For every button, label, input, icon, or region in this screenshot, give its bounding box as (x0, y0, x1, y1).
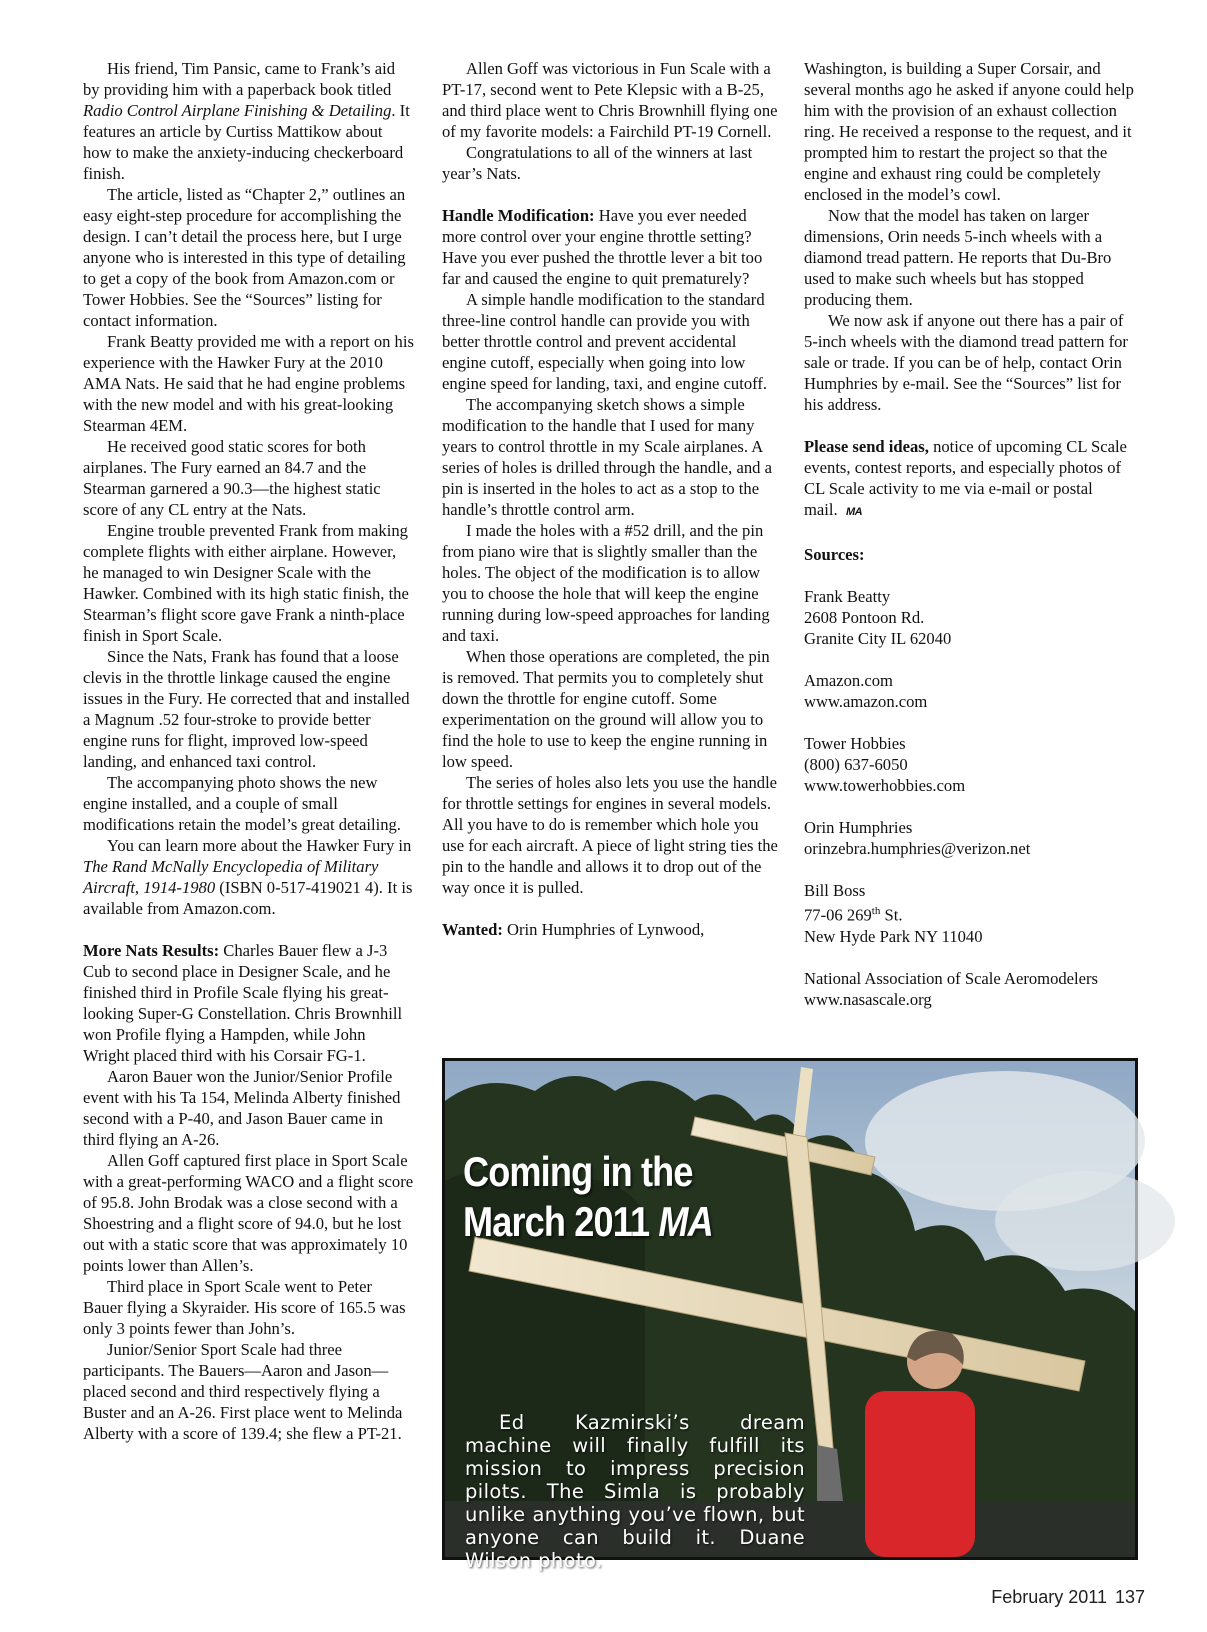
page-footer (983, 1587, 1145, 1608)
source-line: www.towerhobbies.com (804, 776, 966, 795)
paragraph: We now ask if anyone out there has a pair of 5-inch wheels with the diamond tread pattern for sale or trade. If you can be of help, contact Orin Humphries by e-mail. See the “Sources” list for his address. (804, 311, 1128, 414)
text: His friend, Tim Pansic, came to Frank’s aid by providing him with a paperback book titled (83, 59, 396, 99)
paragraph: Now that the model has taken on larger dimensions, Orin needs 5-inch wheels with a diamond tread pattern. He reports that Du-Bro used to make such wheels but has stopped producing them. (804, 206, 1112, 309)
paragraph: The accompanying photo shows the new engine installed, and a couple of small modifications retain the model’s great detailing. (83, 773, 401, 834)
paragraph (83, 58, 415, 184)
source-line: New Hyde Park NY 11040 (804, 926, 983, 946)
source-entry (804, 586, 1136, 649)
magazine-abbrev: MA (658, 1198, 713, 1245)
paragraph: Aaron Bauer won the Junior/Senior Profile event with his Ta 154, Melinda Alberty finished second with a P-40, and Jason Bauer came in third flying an A-26. (83, 1067, 401, 1149)
source-line: Tower Hobbies (804, 734, 906, 753)
paragraph: Congratulations to all of the winners at last year’s Nats. (442, 143, 753, 183)
issue-date: February 2011 (991, 1587, 1107, 1607)
column-2 (442, 58, 778, 940)
paragraph: Washington, is building a Super Corsair, and several months ago he asked if anyone could help him with the provision of an exhaust collection ring. He received a response to the request, and it prompted him to restart the project so that the engine and exhaust ring could be completely enclosed in the model’s cowl. (804, 59, 1134, 204)
section-lead: Wanted: (442, 920, 503, 939)
source-line: orinzebra.humphries@verizon.net (804, 839, 1031, 858)
source-line: Orin Humphries (804, 818, 913, 837)
section-lead: Handle Modification: (442, 206, 595, 225)
book-title: The Rand McNally Encyclopedia of Military Aircraft, 1914-1980 (83, 857, 379, 897)
source-entry (804, 817, 1136, 859)
cloud (995, 1171, 1175, 1271)
section-lead: More Nats Results: (83, 941, 220, 960)
section-lead: Please send ideas, (804, 437, 929, 456)
paragraph: Frank Beatty provided me with a report on his experience with the Hawker Fury at the 2010 AMA Nats. He said that he had engine problems with the new model and with his great-looking Stearman 4EM. (83, 332, 414, 435)
paragraph: I made the holes with a #52 drill, and the pin from piano wire that is slightly smaller than the holes. The object of the modification is to allow you to choose the hole that will keep the engine running during low-speed approaches for landing and taxi. (442, 521, 770, 645)
text: Have you ever needed more control over your engine throttle setting? Have you ever pushed the throttle lever a bit too far and caused the engine to quit prematurely? (442, 206, 763, 288)
source-entry (804, 880, 1136, 947)
paragraph: Third place in Sport Scale went to Peter Bauer flying a Skyraider. His score of 165.5 was only 3 points fewer than John’s. (83, 1277, 406, 1338)
paragraph: A simple handle modification to the standard three-line control handle can provide you with better throttle control and prevent accidental engine cutoff, especially when going into low engine speed for landing, taxi, and engine cutoff. (442, 290, 768, 393)
source-line: (800) 637-6050 (804, 755, 908, 774)
headline-line (463, 1197, 713, 1247)
source-line: www.amazon.com (804, 692, 928, 711)
text: Orin Humphries of Lynwood, (502, 920, 705, 939)
end-mark-logo: MA (845, 506, 863, 518)
source-line: Amazon.com (804, 671, 893, 690)
source-line: 2608 Pontoon Rd. (804, 608, 925, 627)
coming-next-month-photo-box (442, 1058, 1138, 1572)
coming-headline (463, 1147, 713, 1247)
text: (ISBN 0-517-419021 4). It is available from Amazon.com. (83, 878, 413, 918)
source-line: Frank Beatty (804, 587, 891, 606)
paragraph: Since the Nats, Frank has found that a loose clevis in the throttle linkage caused the engine issues in the Fury. He corrected that and installed a Magnum .52 four-stroke to provide better engine runs for flight, improved low-speed landing, and enhanced taxi control. (83, 647, 410, 771)
paragraph: Engine trouble prevented Frank from making complete flights with either airplane. However, he managed to win Designer Scale with the Hawker. Combined with its high static finish, the Stearman’s flight score gave Frank a ninth-place finish in Sport Scale. (83, 521, 409, 645)
paragraph: He received good static scores for both airplanes. The Fury earned an 84.7 and the Stearman garnered a 90.3—the highest static score of any CL entry at the Nats. (83, 437, 381, 519)
paragraph: The accompanying sketch shows a simple modification to the handle that I used for many years to control throttle in my Scale airplanes. A series of holes is drilled through the handle, and a pin is inserted in the holes to act as a stop to the handle’s throttle control arm. (442, 395, 772, 519)
source-line: Bill Boss (804, 881, 866, 900)
text: 77-06 269 (804, 905, 872, 925)
text: You can learn more about the Hawker Fury in (107, 836, 412, 855)
source-line: National Association of Scale Aeromodelers (804, 968, 1099, 988)
source-entry (804, 968, 1136, 1010)
paragraph: When those operations are completed, the pin is removed. That permits you to completely shut down the throttle for engine cutoff. Some experimentation on the ground will allow you to find the hole to use to keep the engine running in low speed. (442, 647, 770, 771)
text: Charles Bauer flew a J-3 Cub to second place in Designer Scale, and he finished third in Profile Scale flying his great-looking Super-G Constellation. Chris Brownhill won Profile flying a Hampden, while John Wright placed third with his Corsair FG-1. (83, 941, 403, 1065)
sources-heading: Sources: (804, 545, 865, 564)
column-1 (83, 58, 415, 1444)
source-line: Granite City IL 62040 (804, 629, 952, 648)
paragraph (83, 835, 415, 919)
paragraph: The article, listed as “Chapter 2,” outlines an easy eight-step procedure for accomplishing the design. I can’t detail the process here, but I urge anyone who is interested in this type of detailing to get a copy of the book from Amazon.com or Tower Hobbies. See the “Sources” listing for contact information. (83, 185, 406, 330)
text: th (871, 905, 881, 917)
source-line (804, 901, 1136, 926)
source-entry (804, 733, 1136, 796)
paragraph: The series of holes also lets you use the handle for throttle settings for engines in several models. All you have to do is remember which hole you use for each aircraft. A piece of light string ties the pin to the handle and allows it to drop out of the way once it is pulled. (442, 773, 778, 897)
section-paragraph (804, 436, 1136, 523)
section-paragraph (442, 205, 778, 289)
section-paragraph (83, 940, 415, 1066)
person-shirt (865, 1391, 975, 1557)
headline-line: Coming in the (463, 1148, 693, 1195)
paragraph: Allen Goff was victorious in Fun Scale with a PT-17, second went to Pete Klepsic with a B-25, and third place went to Chris Brownhill flying one of my favorite models: a Fairchild PT-19 Cornell. (442, 59, 778, 141)
text: March 2011 (463, 1198, 659, 1245)
text: . It features an article by Curtiss Mattikow about how to make the anxiety-inducing checkerboard finish. (83, 101, 410, 183)
source-line: www.nasascale.org (804, 989, 932, 1009)
photo-caption: Ed Kazmirski’s dream machine will finally fulfill its mission to impress precision pilots. The Simla is probably unlike anything you’ve flown, but anyone can build it. Duane Wilson photo. (465, 1411, 805, 1572)
text: St. (880, 905, 903, 925)
book-title: Radio Control Airplane Finishing & Detailing (83, 101, 392, 120)
page-number: 137 (1114, 1587, 1145, 1607)
paragraph: Junior/Senior Sport Scale had three participants. The Bauers—Aaron and Jason—placed second and third respectively flying a Buster and an A-26. First place went to Melinda Alberty with a score of 139.4; she flew a PT-21. (83, 1340, 403, 1443)
text: notice of upcoming CL Scale events, contest reports, and especially photos of CL Scale activity to me via e-mail or postal mail. (804, 437, 1127, 519)
column-3 (804, 58, 1136, 1010)
section-paragraph (442, 919, 778, 940)
source-entry (804, 670, 1136, 712)
paragraph: Allen Goff captured first place in Sport Scale with a great-performing WACO and a flight score of 95.8. John Brodak was a close second with a Shoestring and a flight score of 94.0, but he lost out with a static score that was approximately 10 points lower than Allen’s. (83, 1151, 414, 1275)
